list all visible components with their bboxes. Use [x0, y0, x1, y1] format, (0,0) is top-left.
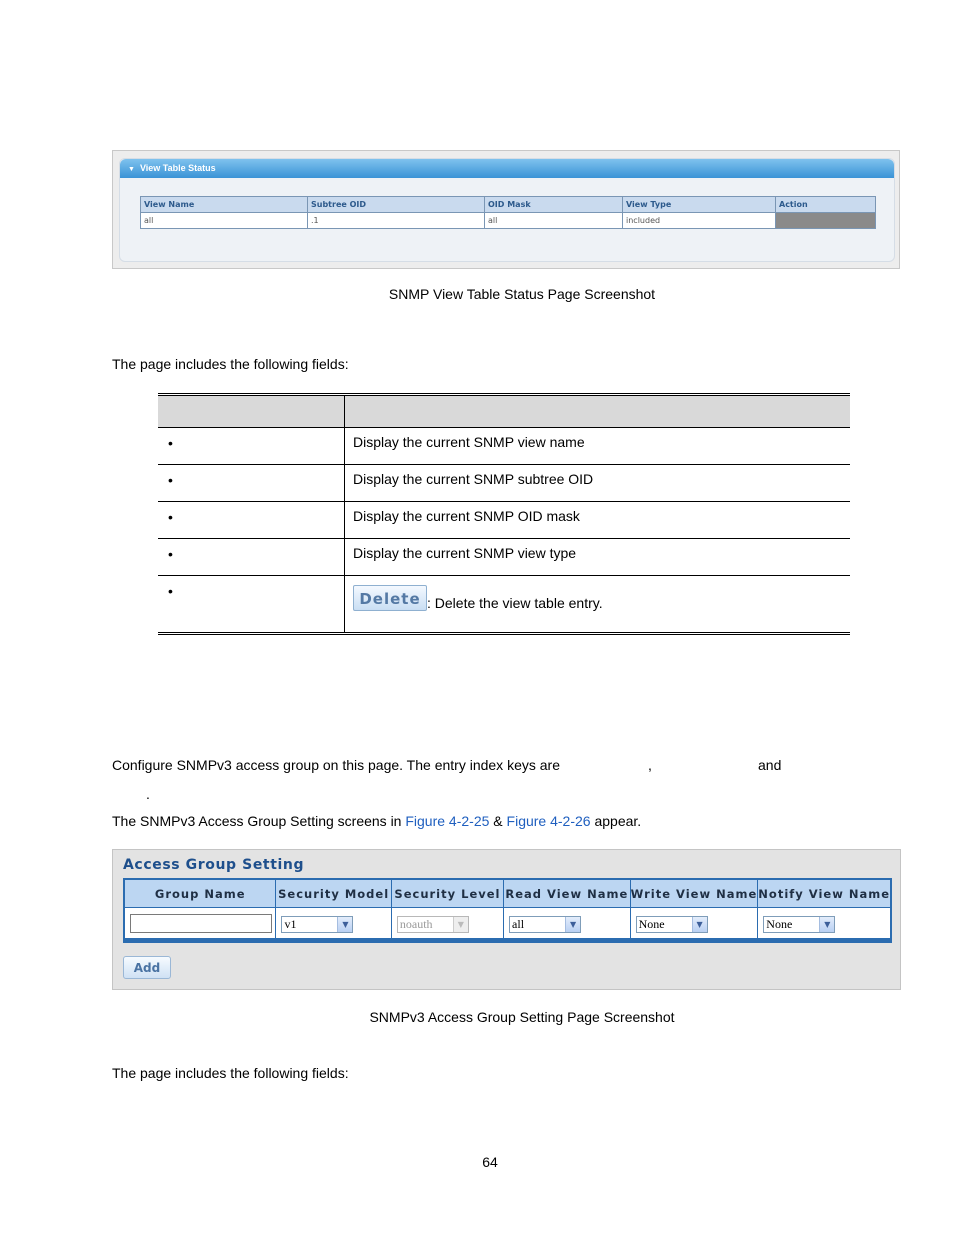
write-view-select[interactable] — [636, 916, 708, 933]
header-object — [158, 395, 345, 428]
col-subtree-oid: Subtree OID — [308, 197, 485, 213]
configure-comma: , — [648, 757, 652, 773]
col-read-view: Read View Name — [504, 879, 631, 908]
cell-oid-mask: all — [485, 213, 623, 229]
access-group-table — [123, 878, 892, 943]
access-group-header — [124, 879, 891, 908]
notify-view-select[interactable] — [763, 916, 835, 933]
notify-view-value: None — [766, 917, 793, 931]
configure-period: . — [146, 786, 150, 802]
cell-action[interactable] — [776, 213, 876, 229]
bullet: • — [168, 435, 173, 451]
col-security-model: Security Model — [276, 879, 391, 908]
field-description: Display the current SNMP view name — [345, 428, 851, 465]
col-group-name: Group Name — [124, 879, 276, 908]
figure-caption: SNMPv3 Access Group Setting Page Screenshot — [369, 1009, 675, 1025]
table-row — [124, 908, 891, 941]
figure-link[interactable]: Figure 4-2-25 — [405, 813, 490, 829]
field-description: Display the current SNMP subtree OID — [345, 465, 851, 502]
figure-link[interactable]: Figure 4-2-26 — [506, 813, 591, 829]
bullet: • — [168, 509, 173, 525]
intro-text: The page includes the following fields: — [112, 1065, 349, 1081]
bullet: • — [168, 583, 173, 599]
chevron-down-icon[interactable]: ▼ — [692, 917, 707, 932]
col-action: Action — [776, 197, 876, 213]
view-table — [140, 196, 876, 229]
col-view-name: View Name — [141, 197, 308, 213]
chevron-down-icon[interactable]: ▼ — [819, 917, 834, 932]
fields-table-header — [158, 395, 850, 428]
access-group-setting-screenshot — [112, 849, 901, 990]
table-row — [158, 576, 850, 634]
chevron-down-icon: ▼ — [453, 917, 468, 932]
bullet: • — [168, 546, 173, 562]
bullet: • — [168, 472, 173, 488]
fields-table — [158, 393, 850, 635]
screens-pre: The SNMPv3 Access Group Setting screens in — [112, 813, 406, 829]
page-number: 64 — [482, 1154, 498, 1170]
intro-text: The page includes the following fields: — [112, 356, 349, 372]
col-view-type: View Type — [623, 197, 776, 213]
table-row — [158, 428, 850, 465]
table-row — [158, 502, 850, 539]
col-write-view: Write View Name — [630, 879, 758, 908]
panel-title: View Table Status — [139, 163, 216, 173]
chevron-down-icon[interactable]: ▼ — [337, 917, 352, 932]
collapse-arrow-icon[interactable]: ▼ — [128, 166, 135, 173]
cell-view-type: included — [623, 213, 776, 229]
field-description: Display the current SNMP OID mask — [345, 502, 851, 539]
table-row — [158, 465, 850, 502]
header-description — [345, 395, 851, 428]
screens-amp: & — [489, 813, 507, 829]
figure-caption: SNMP View Table Status Page Screenshot — [388, 286, 656, 302]
panel-header[interactable] — [120, 159, 894, 178]
col-notify-view: Notify View Name — [758, 879, 891, 908]
security-model-select[interactable] — [281, 916, 353, 933]
write-view-value: None — [638, 917, 665, 931]
chevron-down-icon[interactable]: ▼ — [565, 917, 580, 932]
cell-subtree-oid: .1 — [308, 213, 485, 229]
col-oid-mask: OID Mask — [485, 197, 623, 213]
read-view-value: all — [512, 917, 525, 931]
configure-and: and — [758, 757, 782, 773]
screens-post: appear. — [590, 813, 642, 829]
field-description: : Delete the view table entry. — [427, 595, 603, 611]
table-row — [141, 213, 876, 229]
field-description: Display the current SNMP view type — [345, 539, 851, 576]
add-button[interactable]: Add — [123, 956, 171, 979]
read-view-select[interactable] — [509, 916, 581, 933]
view-table-header — [141, 197, 876, 213]
delete-button[interactable]: Delete — [353, 585, 427, 611]
security-level-value: noauth — [399, 917, 433, 931]
group-name-input[interactable] — [130, 914, 272, 933]
security-level-select — [397, 916, 469, 933]
cell-view-name: all — [141, 213, 308, 229]
panel-title: Access Group Setting — [123, 857, 305, 873]
configure-text: Configure SNMPv3 access group on this page. The entry index keys are — [112, 757, 560, 773]
view-table-status-screenshot — [112, 150, 900, 269]
security-model-value: v1 — [284, 917, 297, 931]
col-security-level: Security Level — [391, 879, 503, 908]
screens-text — [112, 813, 641, 829]
table-row — [158, 539, 850, 576]
